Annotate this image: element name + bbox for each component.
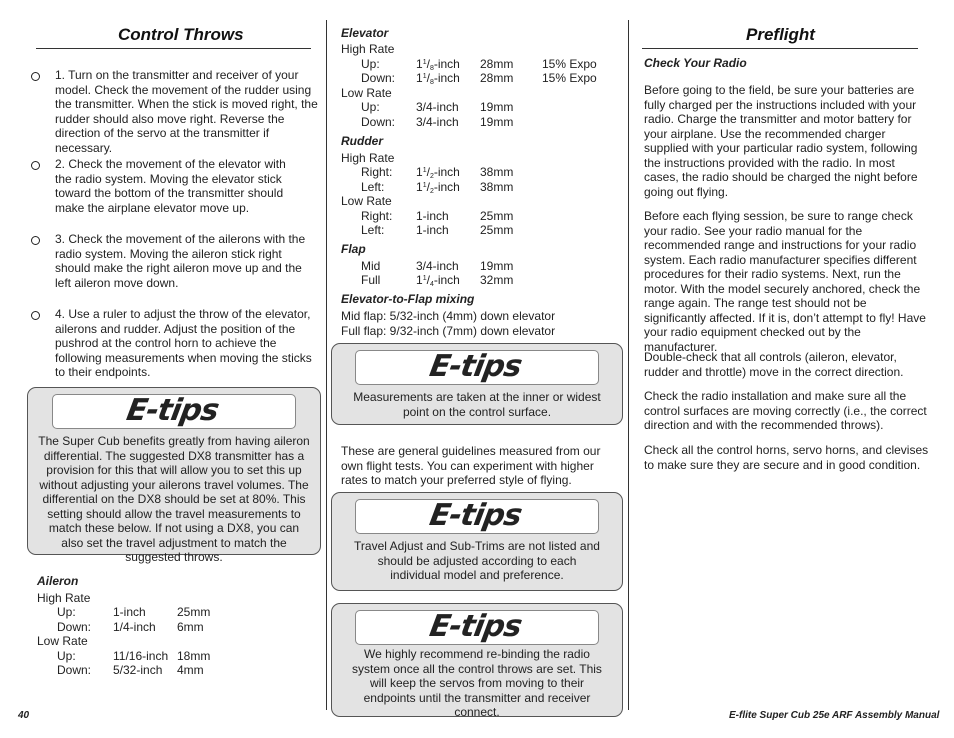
elevator-high-down-mm: 28mm [480, 71, 514, 85]
rudder-heading: Rudder [341, 134, 383, 148]
aileron-low-down-inch: 5/32-inch [113, 663, 163, 677]
etip-banner [355, 350, 599, 385]
step-4: 4. Use a ruler to adjust the throw of the elevator, ailerons and rudder. Adjust the position of the pushrod at the control horn to achieve the following measurements when moving the sticks to their endpoints. [55, 307, 312, 379]
preflight-paragraph-2: Before each flying session, be sure to range check your radio. See your radio manual for the recommended range and instructions for your radio system. Each radio manufacturer specifies different procedures for their radio systems. Next, run the motor. With the model securely anchored, check the range again. The range test should not be significantly affected. If it is, don’t attempt to fly! Have your radio equipment checked out by the manufacturer. [644, 209, 926, 354]
rudder-low-rate: Low Rate [341, 194, 392, 208]
elevator-low-down-label: Down: [361, 115, 396, 129]
bullet-icon [31, 161, 40, 170]
bullet-icon [31, 72, 40, 81]
aileron-low-down-mm: 4mm [177, 663, 204, 677]
aileron-high-down-label: Down: [57, 620, 92, 634]
mixing-full: Full flap: 9/32-inch (7mm) down elevator [341, 324, 556, 338]
aileron-high-up-inch: 1-inch [113, 605, 146, 619]
general-guidelines: These are general guidelines measured from our own flight tests. You can experiment with higher rates to match your preferred style of flying. [341, 444, 601, 487]
etip-text: We highly recommend re-binding the radio system once all the control throws are set. This will keep the servos from moving to their endpoints until the transmitter and receiver connect. [352, 647, 602, 719]
elevator-low-down-inch: 3/4-inch [416, 115, 459, 129]
rudder-low-right-label: Right: [361, 209, 393, 223]
preflight-paragraph-1: Before going to the field, be sure your batteries are fully charged per the instructions included with your radio. Charge the transmitter and motor battery for your airplane. Use the recommended charger supplied with your particular radio system, following the instructions provided with the radio. In most cases, the radio should be charged the night before going out flying. [644, 83, 918, 199]
elevator-heading: Elevator [341, 26, 389, 40]
etip-banner [355, 499, 599, 534]
mixing-heading: Elevator-to-Flap mixing [341, 292, 475, 306]
rudder-low-left-mm: 25mm [480, 223, 514, 237]
rudder-low-left-inch: 1-inch [416, 223, 449, 237]
step-1: 1. Turn on the transmitter and receiver of your model. Check the movement of the rudder using the transmitter. When the stick is moved right, the rudder should also move right. Reverse the direction of the servo at the transmitter if necessary. [55, 68, 318, 155]
step-2: 2. Check the movement of the elevator with the radio system. Moving the elevator stick toward the bottom of the transmitter should make the airplane elevator move up. [55, 157, 286, 215]
divider [642, 48, 918, 49]
aileron-high-rate: High Rate [37, 591, 91, 605]
aileron-low-up-mm: 18mm [177, 649, 211, 663]
etip-text: The Super Cub benefits greatly from having aileron differential. The suggested DX8 transmitter has a provision for this that will allow you to set this up without adjusting your ailerons travel volumes. The differential on the DX8 should be set at 80%. This setting should allow the travel measurements to match these below. If not using a DX8, you can also set the travel adjustment to match the suggested throws. [38, 434, 310, 564]
etip-banner [52, 394, 296, 429]
aileron-low-up-label: Up: [57, 649, 76, 663]
etip-box-rebind [331, 603, 623, 717]
divider [36, 48, 311, 49]
column-divider [628, 20, 629, 710]
flap-heading: Flap [341, 242, 366, 256]
rudder-low-left-label: Left: [361, 223, 385, 237]
rudder-high-right-mm: 38mm [480, 165, 514, 179]
preflight-paragraph-5: Check all the control horns, servo horns, and clevises to make sure they are secure and in good condition. [644, 443, 929, 472]
rudder-high-right-inch: $1^1/_2$-inch [416, 165, 460, 180]
preflight-paragraph-4: Check the radio installation and make sure all the control surfaces are moving correctly (i.e., the correct direction and with the recommended throws). [644, 389, 927, 432]
elevator-high-down-inch: $1^1/_8$-inch [416, 71, 460, 86]
bullet-icon [31, 311, 40, 320]
flap-full-inch: $1^1/_4$-inch [416, 273, 460, 288]
bullet-icon [31, 236, 40, 245]
elevator-high-rate: High Rate [341, 42, 395, 56]
elevator-low-up-label: Up: [361, 100, 380, 114]
aileron-high-up-label: Up: [57, 605, 76, 619]
flap-mid-inch: 3/4-inch [416, 259, 459, 273]
aileron-low-up-inch: 11/16-inch [113, 649, 169, 663]
elevator-low-up-inch: 3/4-inch [416, 100, 459, 114]
page-number: 40 [18, 710, 30, 721]
flap-full-mm: 32mm [480, 273, 514, 287]
elevator-high-down-label: Down: [361, 71, 396, 85]
etip-text: Travel Adjust and Sub-Trims are not listed and should be adjusted according to each individual model and preference. [354, 539, 600, 582]
check-radio-heading: Check Your Radio [644, 56, 747, 70]
rudder-high-right-label: Right: [361, 165, 393, 179]
etips-logo: E-tips [123, 393, 221, 428]
rudder-low-right-inch: 1-inch [416, 209, 449, 223]
etip-box-aileron [27, 387, 321, 564]
aileron-low-down-label: Down: [57, 663, 92, 677]
etips-logo: E-tips [426, 609, 524, 644]
preflight-heading: Preflight [746, 25, 815, 44]
rudder-high-rate: High Rate [341, 151, 395, 165]
column-divider [326, 20, 327, 710]
aileron-high-down-mm: 6mm [177, 620, 204, 634]
etip-banner [355, 610, 599, 645]
etip-box-travel [331, 492, 623, 591]
flap-mid-label: Mid [361, 259, 381, 273]
elevator-low-up-mm: 19mm [480, 100, 514, 114]
etips-logo: E-tips [426, 349, 524, 384]
flap-full-label: Full [361, 273, 381, 287]
aileron-high-down-inch: 1/4-inch [113, 620, 156, 634]
elevator-high-up-label: Up: [361, 57, 380, 71]
step-3: 3. Check the movement of the ailerons with the radio system. Moving the aileron stick right should make the right aileron move up and the left aileron move down. [55, 232, 306, 290]
elevator-low-down-mm: 19mm [480, 115, 514, 129]
rudder-high-left-mm: 38mm [480, 180, 514, 194]
rudder-high-left-label: Left: [361, 180, 385, 194]
elevator-low-rate: Low Rate [341, 86, 392, 100]
mixing-mid: Mid flap: 5/32-inch (4mm) down elevator [341, 309, 556, 323]
elevator-high-up-inch: $1^1/_8$-inch [416, 57, 460, 72]
aileron-high-up-mm: 25mm [177, 605, 211, 619]
manual-title: E-flite Super Cub 25e ARF Assembly Manual [729, 710, 940, 721]
etip-box-measurements [331, 343, 623, 425]
etip-text: Measurements are taken at the inner or widest point on the control surface. [353, 390, 601, 419]
etips-logo: E-tips [426, 498, 524, 533]
aileron-low-rate: Low Rate [37, 634, 88, 648]
elevator-high-up-expo: 15% Expo [542, 57, 597, 71]
rudder-high-left-inch: $1^1/_2$-inch [416, 180, 460, 195]
aileron-heading: Aileron [37, 574, 79, 588]
preflight-paragraph-3: Double-check that all controls (aileron, elevator, rudder and throttle) move in the correct direction. [644, 350, 904, 379]
rudder-low-right-mm: 25mm [480, 209, 514, 223]
flap-mid-mm: 19mm [480, 259, 514, 273]
control-throws-heading: Control Throws [118, 25, 244, 44]
elevator-high-down-expo: 15% Expo [542, 71, 597, 85]
elevator-high-up-mm: 28mm [480, 57, 514, 71]
